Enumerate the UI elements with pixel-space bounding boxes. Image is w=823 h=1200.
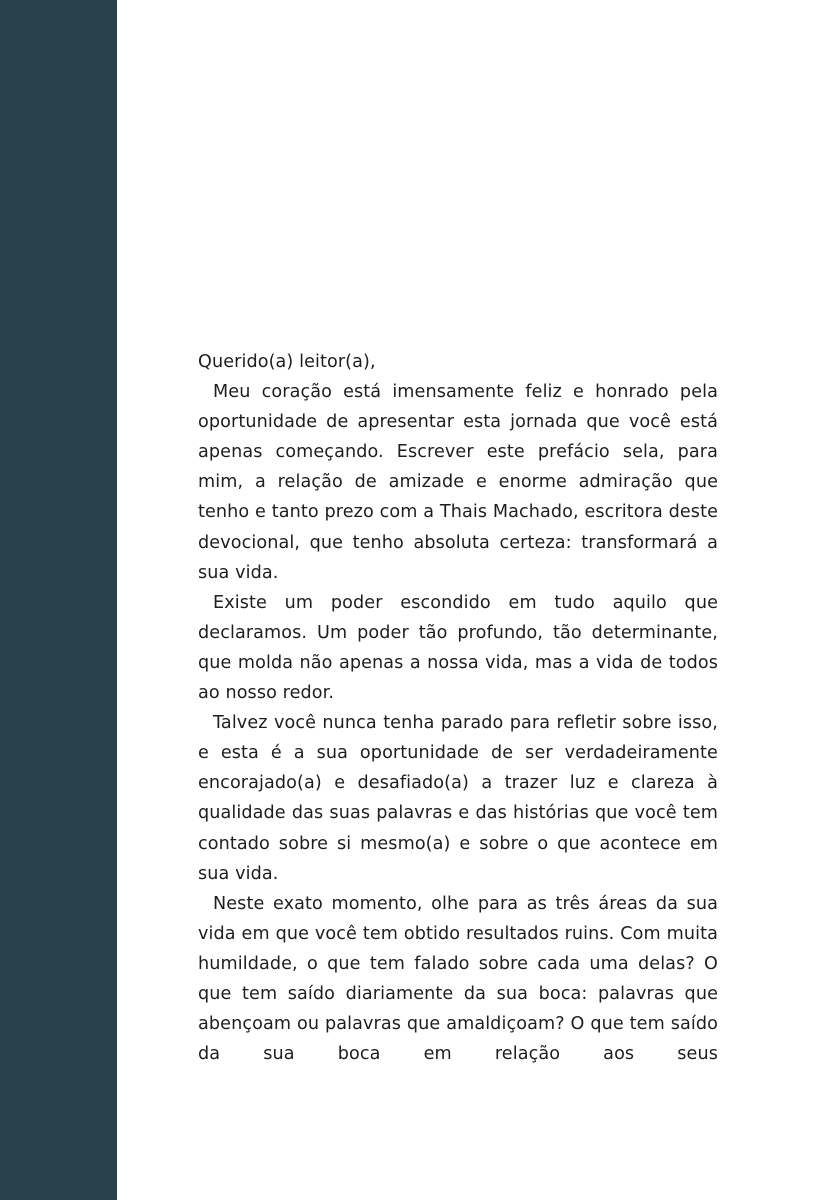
paragraph-4: Neste exato momento, olhe para as três áreas da sua vida em que você tem obtido resultados ruins. Com muita humildade, o que tem falado sobre cada uma delas? O que tem saído diariamente da sua boca: palavras que abençoam ou palavras que amaldiçoam? O que tem saído da sua boca em relação aos seus bbox=[198, 893, 718, 1065]
salutation: Querido(a) leitor(a), bbox=[198, 352, 376, 372]
paragraph-1: Meu coração está imensamente feliz e honrado pela oportunidade de apresentar esta jornada que você está apenas começando. Escrever este prefácio sela, para mim, a relação de amizade e enorme admiração que tenho e tanto prezo com a Thais Machado, escritora deste devocional, que tenho absoluta certeza: transformará a sua vida. bbox=[198, 382, 718, 583]
paragraph-2: Existe um poder escondido em tudo aquilo que declaramos. Um poder tão profundo, tão determinante, que molda não apenas a nossa vida, mas a vida de todos ao nosso redor. bbox=[198, 592, 718, 704]
preface-text bbox=[198, 347, 718, 1069]
paragraph-3: Talvez você nunca tenha parado para refletir sobre isso, e esta é a sua oportunidade de ser verdadeiramente encorajado(a) e desafiado(a) a trazer luz e clareza à qualidade das suas palavras e das histórias que você tem contado sobre si mesmo(a) e sobre o que acontece em sua vida. bbox=[198, 713, 718, 884]
page-side-bar bbox=[0, 0, 117, 1200]
